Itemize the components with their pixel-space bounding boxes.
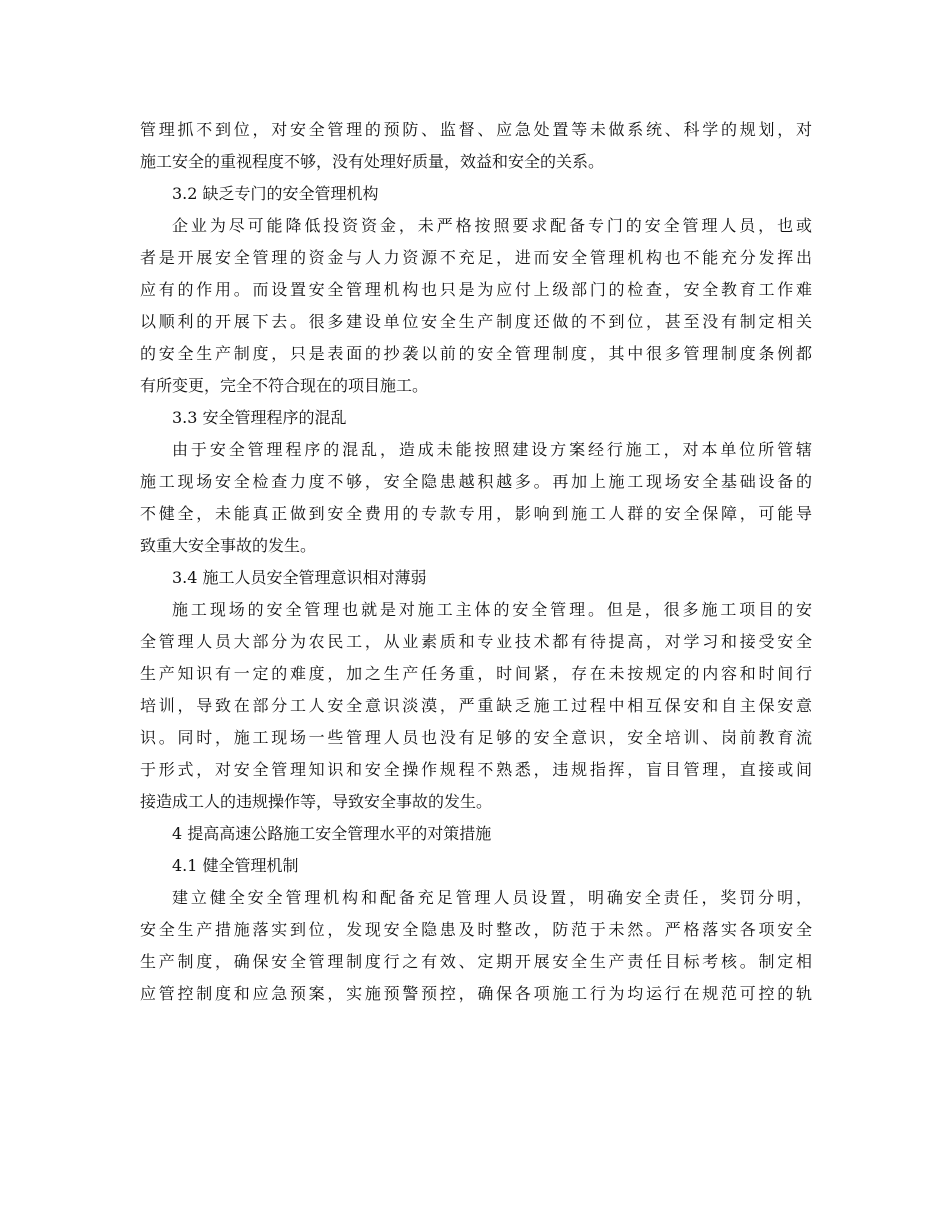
paragraph-line: 全管理人员大部分为农民工，从业素质和专业技术都有待提高，对学习和接受安全 (140, 632, 812, 651)
paragraph-line: 生产制度，确保安全管理制度行之有效、定期开展安全生产责任目标考核。制定相 (140, 952, 812, 971)
paragraph-line: 于形式，对安全管理知识和安全操作规程不熟悉，违规指挥，盲目管理，直接或间 (140, 760, 812, 779)
paragraph-line: 不健全，未能真正做到安全费用的专款专用，影响到施工人群的安全保障，可能导 (140, 504, 812, 523)
paragraph-line: 应有的作用。而设置安全管理机构也只是为应付上级部门的检查，安全教育工作难 (140, 280, 812, 299)
paragraph-line: 有所变更，完全不符合现在的项目施工。 (140, 376, 429, 395)
paragraph-line: 接造成工人的违规操作等，导致安全事故的发生。 (140, 792, 493, 811)
section-heading: 3.3 安全管理程序的混乱 (172, 408, 347, 427)
document-body (140, 114, 812, 1010)
paragraph-line: 识。同时，施工现场一些管理人员也没有足够的安全意识，安全培训、岗前教育流 (140, 728, 812, 747)
chapter-heading: 4 提高高速公路施工安全管理水平的对策措施 (172, 824, 492, 843)
paragraph-line: 由于安全管理程序的混乱，造成未能按照建设方案经行施工，对本单位所管辖 (172, 440, 812, 459)
section-heading: 3.4 施工人员安全管理意识相对薄弱 (172, 568, 427, 587)
paragraph-line: 管理抓不到位，对安全管理的预防、监督、应急处置等未做系统、科学的规划，对 (140, 120, 812, 139)
paragraph-line: 以顺利的开展下去。很多建设单位安全生产制度还做的不到位，甚至没有制定相关 (140, 312, 812, 331)
paragraph-line: 建立健全安全管理机构和配备充足管理人员设置，明确安全责任，奖罚分明， (172, 888, 812, 907)
paragraph-line: 施工安全的重视程度不够，没有处理好质量，效益和安全的关系。 (140, 152, 605, 171)
paragraph-line: 施工现场安全检查力度不够，安全隐患越积越多。再加上施工现场安全基础设备的 (140, 472, 812, 491)
paragraph-line: 企业为尽可能降低投资资金，未严格按照要求配备专门的安全管理人员，也或 (172, 216, 812, 235)
paragraph-line: 应管控制度和应急预案，实施预警预控，确保各项施工行为均运行在规范可控的轨 (140, 984, 812, 1003)
paragraph-line: 的安全生产制度，只是表面的抄袭以前的安全管理制度，其中很多管理制度条例都 (140, 344, 812, 363)
paragraph-line: 安全生产措施落实到位，发现安全隐患及时整改，防范于未然。严格落实各项安全 (140, 920, 812, 939)
paragraph-line: 培训，导致在部分工人安全意识淡漠，严重缺乏施工过程中相互保安和自主保安意 (140, 696, 812, 715)
section-heading: 4.1 健全管理机制 (172, 856, 299, 875)
paragraph-line: 致重大安全事故的发生。 (140, 536, 317, 555)
paragraph-line: 施工现场的安全管理也就是对施工主体的安全管理。但是，很多施工项目的安 (172, 600, 812, 619)
section-heading: 3.2 缺乏专门的安全管理机构 (172, 184, 379, 203)
paragraph-line: 生产知识有一定的难度，加之生产任务重，时间紧，存在未按规定的内容和时间行 (140, 664, 812, 683)
paragraph-line: 者是开展安全管理的资金与人力资源不充足，进而安全管理机构也不能充分发挥出 (140, 248, 812, 267)
